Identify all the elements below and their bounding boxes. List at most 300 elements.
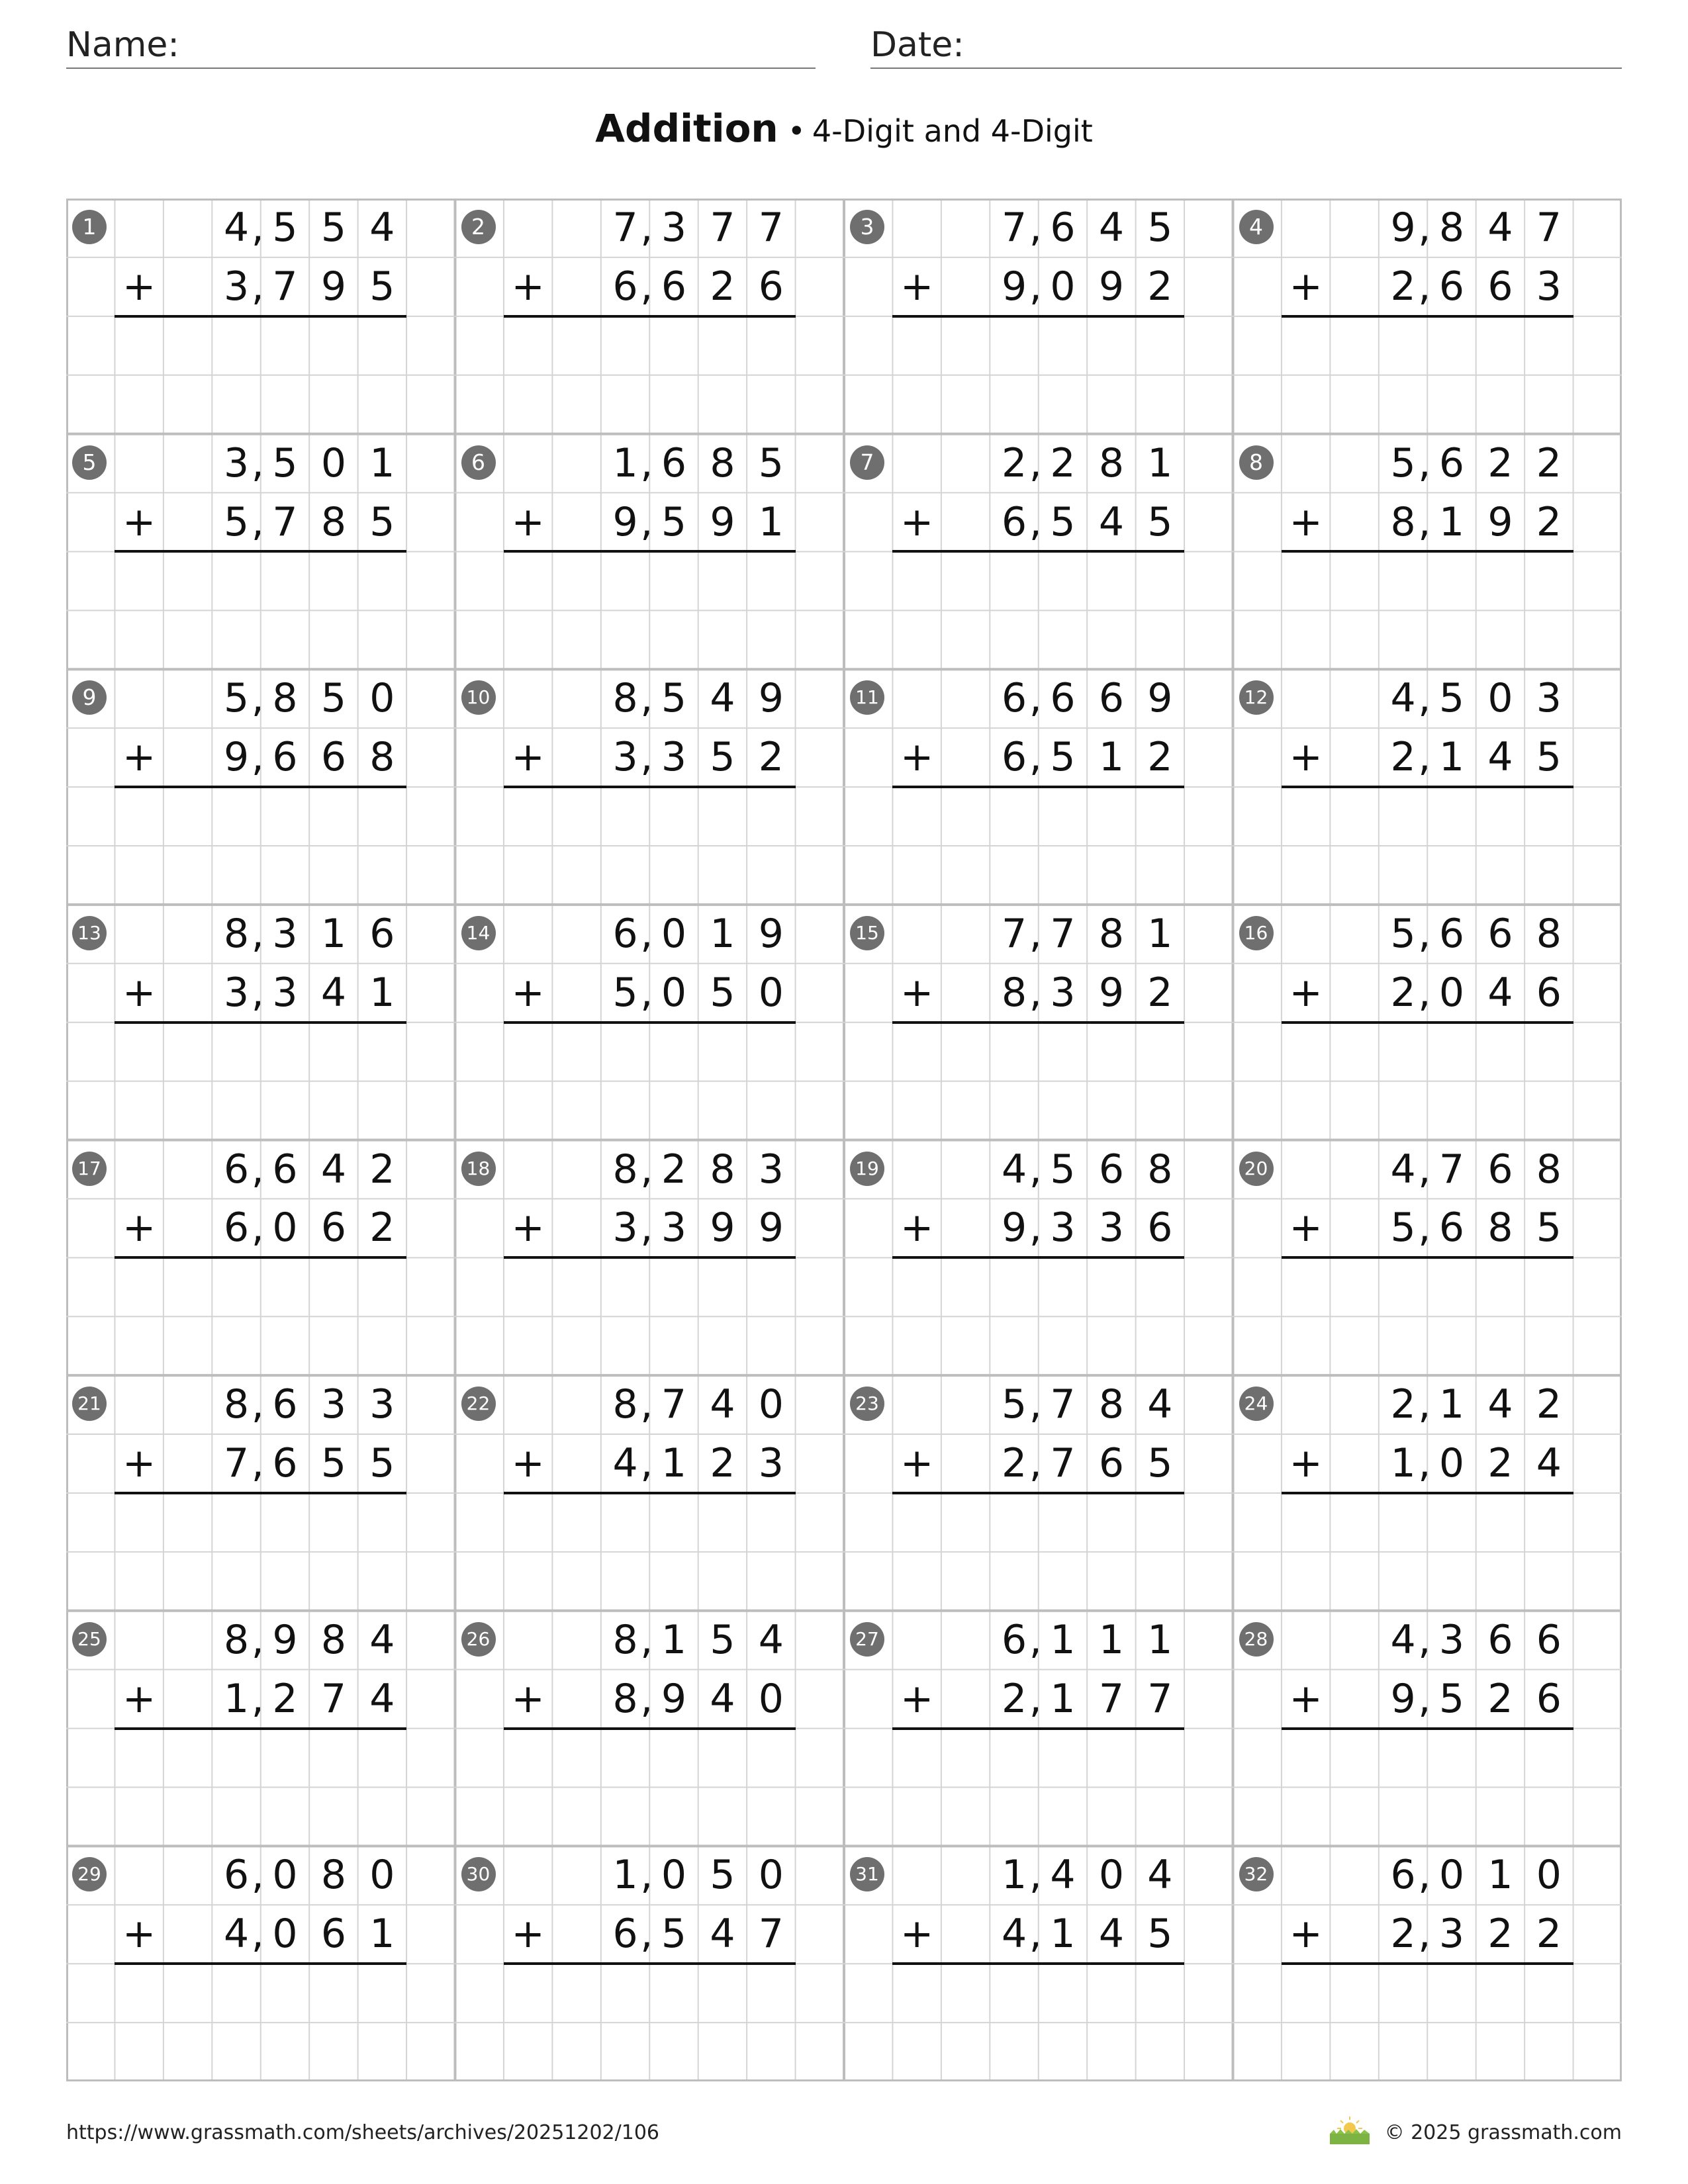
top-addend-thousands-separator: , [1418,1146,1431,1193]
top-addend-digit: 4 [1487,1381,1513,1428]
top-addend-thousands-separator: , [251,1852,264,1899]
problem-number-badge: 1 [72,210,107,244]
top-addend-thousands-separator: , [1418,439,1431,486]
problem-number-badge: 30 [461,1857,496,1891]
problem [455,1846,845,2081]
top-addend-thousands-separator: , [1029,1852,1042,1899]
top-addend-digit: 3 [320,1381,346,1428]
bottom-addend-digit: 5 [369,1440,395,1487]
problem [66,1375,455,1611]
problem-number-badge: 15 [850,916,884,950]
bottom-addend-digit: 3 [223,969,250,1016]
top-addend-digit: 1 [612,439,638,486]
bottom-addend-digit: 7 [272,263,298,310]
top-addend-digit: 0 [661,1852,687,1899]
top-addend-digit: 8 [612,1616,638,1663]
answer-area[interactable] [504,1257,796,1375]
bottom-addend-digit: 3 [661,1205,687,1251]
answer-area[interactable] [1282,1023,1573,1140]
bottom-addend-digit: 0 [1050,263,1076,310]
bottom-addend-thousands-separator: , [251,1675,264,1722]
top-addend-digit: 2 [1001,439,1027,486]
problem [66,199,455,434]
bottom-addend-digit: 6 [1001,498,1027,545]
problem-number-badge: 12 [1239,680,1274,715]
problem [1233,434,1622,670]
bottom-addend-thousands-separator: , [251,734,264,781]
bottom-addend-digit: 2 [758,734,784,781]
top-addend-thousands-separator: , [640,910,653,957]
answer-area[interactable] [892,1964,1184,2081]
bottom-addend-digit: 5 [1438,1675,1465,1722]
problem [1233,1846,1622,2081]
name-line[interactable] [66,68,816,69]
bottom-addend-digit: 8 [320,498,346,545]
grass-sun-logo-icon [1327,2113,1372,2146]
top-addend-digit: 6 [272,1381,298,1428]
answer-area[interactable] [1282,1257,1573,1375]
problem-number-badge: 16 [1239,916,1274,950]
problem [1233,905,1622,1140]
problem-grid [66,199,1622,2081]
answer-area[interactable] [1282,316,1573,434]
bottom-addend-digit: 1 [369,1911,395,1958]
bottom-addend-thousands-separator: , [1029,1205,1042,1251]
bottom-addend-digit: 6 [758,263,784,310]
bottom-addend-thousands-separator: , [1418,498,1431,545]
problem [844,434,1233,670]
problem-number-badge: 24 [1239,1387,1274,1421]
problem [844,1846,1233,2081]
bottom-addend-thousands-separator: , [1418,1675,1431,1722]
plus-sign: + [1289,969,1323,1016]
bottom-addend-digit: 5 [1536,734,1562,781]
answer-area[interactable] [1282,551,1573,669]
top-addend-digit: 2 [1050,439,1076,486]
top-addend-thousands-separator: , [251,675,264,722]
bottom-addend-digit: 0 [758,969,784,1016]
problem [66,1846,455,2081]
top-addend-digit: 5 [1438,675,1465,722]
top-addend-digit: 6 [1438,439,1465,486]
top-addend-digit: 6 [1487,1146,1513,1193]
bottom-addend-thousands-separator: , [640,1205,653,1251]
bottom-addend-digit: 4 [369,1675,395,1722]
bottom-addend-digit: 6 [612,263,638,310]
top-addend-thousands-separator: , [1029,1381,1042,1428]
problem [844,905,1233,1140]
top-addend-thousands-separator: , [640,205,653,251]
answer-area[interactable] [115,1257,406,1375]
bottom-addend-digit: 5 [661,1911,687,1958]
top-addend-thousands-separator: , [1418,205,1431,251]
top-addend-digit: 8 [612,675,638,722]
top-addend-digit: 5 [758,439,784,486]
bottom-addend-digit: 2 [369,1205,395,1251]
top-addend-digit: 7 [661,1381,687,1428]
bottom-addend-digit: 5 [369,263,395,310]
top-addend-digit: 1 [1438,1381,1465,1428]
bottom-addend-thousands-separator: , [640,498,653,545]
top-addend-digit: 9 [272,1616,298,1663]
top-addend-digit: 4 [320,1146,346,1193]
top-addend-digit: 1 [710,910,735,957]
bottom-addend-digit: 5 [223,498,250,545]
answer-area[interactable] [504,1729,796,1846]
problem [1233,1375,1622,1611]
problem-number-badge: 2 [461,210,496,244]
top-addend-digit: 7 [758,205,784,251]
bottom-addend-digit: 7 [1050,1440,1076,1487]
answer-area[interactable] [115,787,406,905]
bottom-addend-digit: 2 [1390,734,1416,781]
answer-area[interactable] [504,787,796,905]
answer-area[interactable] [1282,1964,1573,2081]
top-addend-digit: 3 [1438,1616,1465,1663]
bottom-addend-digit: 4 [1487,969,1513,1016]
problem-number-badge: 28 [1239,1622,1274,1657]
title-subtitle: 4-Digit and 4-Digit [812,113,1093,149]
bottom-addend-digit: 1 [223,1675,250,1722]
top-addend-digit: 1 [1147,439,1173,486]
bottom-addend-thousands-separator: , [1029,734,1042,781]
top-addend-digit: 7 [612,205,638,251]
top-addend-thousands-separator: , [1029,910,1042,957]
bottom-addend-digit: 2 [1001,1675,1027,1722]
bottom-addend-digit: 9 [1390,1675,1416,1722]
plus-sign: + [1289,1911,1323,1958]
bottom-addend-digit: 5 [1050,734,1076,781]
plus-sign: + [511,969,545,1016]
answer-area[interactable] [892,1729,1184,1846]
problem-number-badge: 14 [461,916,496,950]
answer-area[interactable] [115,551,406,669]
top-addend-digit: 7 [1050,910,1076,957]
date-label: Date: [870,25,964,65]
top-addend-digit: 1 [1001,1852,1027,1899]
top-addend-digit: 6 [1438,910,1465,957]
answer-area[interactable] [115,1493,406,1611]
plus-sign: + [1289,734,1323,781]
top-addend-digit: 3 [1536,675,1562,722]
top-addend-digit: 4 [1147,1852,1173,1899]
bottom-addend-digit: 0 [1438,1440,1465,1487]
answer-area[interactable] [115,1023,406,1140]
bottom-addend-digit: 1 [1390,1440,1416,1487]
top-addend-digit: 8 [320,1852,346,1899]
bottom-addend-digit: 7 [1147,1675,1173,1722]
top-addend-digit: 1 [1050,1616,1076,1663]
bottom-addend-digit: 5 [1147,1911,1173,1958]
top-addend-digit: 4 [369,205,395,251]
bottom-addend-digit: 6 [320,1205,346,1251]
top-addend-digit: 6 [1487,1616,1513,1663]
answer-area[interactable] [892,787,1184,905]
bottom-addend-thousands-separator: , [251,1911,264,1958]
top-addend-digit: 8 [223,910,250,957]
bottom-addend-digit: 2 [710,1440,735,1487]
top-addend-digit: 5 [320,205,346,251]
bottom-addend-digit: 5 [612,969,638,1016]
top-addend-digit: 8 [320,1616,346,1663]
top-addend-thousands-separator: , [1029,675,1042,722]
bottom-addend-digit: 2 [1487,1675,1513,1722]
bottom-addend-thousands-separator: , [1029,969,1042,1016]
top-addend-digit: 8 [710,1146,735,1193]
bottom-addend-digit: 3 [1536,263,1562,310]
bottom-addend-digit: 2 [1147,263,1173,310]
answer-area[interactable] [504,1493,796,1611]
bottom-addend-thousands-separator: , [251,263,264,310]
problem [844,1611,1233,1846]
bottom-addend-digit: 0 [272,1205,298,1251]
top-addend-digit: 6 [272,1146,298,1193]
top-addend-digit: 6 [1390,1852,1416,1899]
top-addend-digit: 5 [1390,910,1416,957]
bottom-addend-thousands-separator: , [1029,498,1042,545]
answer-area[interactable] [892,1257,1184,1375]
top-addend-digit: 6 [1536,1616,1562,1663]
bottom-addend-digit: 3 [661,734,687,781]
answer-area[interactable] [504,551,796,669]
bottom-addend-digit: 5 [369,498,395,545]
bottom-addend-digit: 1 [369,969,395,1016]
top-addend-digit: 8 [1098,1381,1124,1428]
bottom-addend-digit: 2 [1390,1911,1416,1958]
problem [1233,669,1622,905]
bottom-addend-digit: 1 [1050,1675,1076,1722]
plus-sign: + [122,263,156,310]
top-addend-digit: 2 [1487,439,1513,486]
top-addend-digit: 5 [710,1852,735,1899]
top-addend-digit: 4 [1147,1381,1173,1428]
bottom-addend-digit: 2 [1536,1911,1562,1958]
bottom-addend-digit: 5 [1536,1205,1562,1251]
top-addend-digit: 1 [1147,1616,1173,1663]
top-addend-digit: 7 [1001,910,1027,957]
bottom-addend-digit: 3 [272,969,298,1016]
bottom-addend-digit: 6 [1098,1440,1124,1487]
problem-number-badge: 19 [850,1152,884,1186]
bottom-addend-thousands-separator: , [1418,1205,1431,1251]
bottom-addend-digit: 3 [1438,1911,1465,1958]
bottom-addend-digit: 1 [661,1440,687,1487]
top-addend-thousands-separator: , [1029,1616,1042,1663]
bottom-addend-digit: 1 [758,498,784,545]
bottom-addend-digit: 7 [272,498,298,545]
answer-area[interactable] [504,316,796,434]
bottom-addend-digit: 9 [1098,969,1124,1016]
answer-area[interactable] [1282,787,1573,905]
bottom-addend-digit: 2 [1390,263,1416,310]
footer-copyright: © 2025 grassmath.com [1384,2121,1622,2144]
problem [66,434,455,670]
top-addend-digit: 0 [758,1852,784,1899]
top-addend-digit: 2 [661,1146,687,1193]
footer-url[interactable]: https://www.grassmath.com/sheets/archives/20251202/106 [66,2121,660,2144]
answer-area[interactable] [892,1493,1184,1611]
top-addend-digit: 8 [1438,205,1465,251]
bottom-addend-thousands-separator: , [1029,1675,1042,1722]
plus-sign: + [900,1440,934,1487]
top-addend-digit: 8 [612,1146,638,1193]
top-addend-thousands-separator: , [1418,910,1431,957]
bottom-addend-digit: 0 [1438,969,1465,1016]
plus-sign: + [122,498,156,545]
plus-sign: + [511,263,545,310]
top-addend-digit: 7 [1001,205,1027,251]
problem-number-badge: 31 [850,1857,884,1891]
top-addend-digit: 4 [1001,1146,1027,1193]
plus-sign: + [511,1675,545,1722]
problem-number-badge: 32 [1239,1857,1274,1891]
top-addend-digit: 5 [1390,439,1416,486]
top-addend-thousands-separator: , [251,205,264,251]
top-addend-digit: 4 [1050,1852,1076,1899]
problem [1233,1140,1622,1376]
problem-number-badge: 26 [461,1622,496,1657]
bottom-addend-digit: 5 [1050,498,1076,545]
problem-number-badge: 18 [461,1152,496,1186]
bottom-addend-digit: 4 [612,1440,638,1487]
bottom-addend-digit: 9 [710,498,735,545]
top-addend-digit: 3 [223,439,250,486]
top-addend-digit: 8 [272,675,298,722]
top-addend-digit: 3 [369,1381,395,1428]
answer-area[interactable] [115,316,406,434]
top-addend-digit: 8 [1147,1146,1173,1193]
bottom-addend-thousands-separator: , [1029,1911,1042,1958]
bottom-addend-thousands-separator: , [251,1205,264,1251]
bottom-addend-digit: 6 [1438,263,1465,310]
top-addend-digit: 4 [1390,675,1416,722]
problem-number-badge: 22 [461,1387,496,1421]
top-addend-digit: 0 [369,675,395,722]
top-addend-digit: 0 [320,439,346,486]
bottom-addend-digit: 3 [612,734,638,781]
bottom-addend-digit: 2 [1390,969,1416,1016]
top-addend-digit: 6 [1001,1616,1027,1663]
problem-number-badge: 3 [850,210,884,244]
bottom-addend-thousands-separator: , [1418,1440,1431,1487]
top-addend-digit: 9 [758,675,784,722]
bottom-addend-digit: 4 [1001,1911,1027,1958]
top-addend-digit: 3 [661,205,687,251]
top-addend-digit: 5 [1050,1146,1076,1193]
bottom-addend-digit: 4 [223,1911,250,1958]
answer-area[interactable] [115,1729,406,1846]
top-addend-digit: 4 [223,205,250,251]
bottom-addend-digit: 3 [612,1205,638,1251]
top-addend-digit: 8 [1536,910,1562,957]
answer-area[interactable] [892,316,1184,434]
top-addend-digit: 9 [1390,205,1416,251]
answer-area[interactable] [115,1964,406,2081]
top-addend-thousands-separator: , [251,910,264,957]
bottom-addend-digit: 9 [1098,263,1124,310]
top-addend-thousands-separator: , [251,1381,264,1428]
bottom-addend-digit: 7 [1098,1675,1124,1722]
bottom-addend-digit: 9 [223,734,250,781]
top-addend-digit: 9 [758,910,784,957]
top-addend-digit: 1 [1487,1852,1513,1899]
bottom-addend-digit: 6 [1536,1675,1562,1722]
date-line[interactable] [870,68,1622,69]
top-addend-digit: 5 [1147,205,1173,251]
top-addend-digit: 7 [1438,1146,1465,1193]
top-addend-digit: 2 [369,1146,395,1193]
top-addend-digit: 6 [223,1852,250,1899]
answer-area[interactable] [504,1023,796,1140]
answer-area[interactable] [1282,1729,1573,1846]
answer-area[interactable] [1282,1493,1573,1611]
bottom-addend-digit: 6 [1147,1205,1173,1251]
top-addend-digit: 6 [1050,205,1076,251]
bottom-addend-digit: 9 [758,1205,784,1251]
bottom-addend-digit: 1 [1050,1911,1076,1958]
bottom-addend-thousands-separator: , [1029,1440,1042,1487]
plus-sign: + [900,1675,934,1722]
bottom-addend-digit: 8 [1001,969,1027,1016]
top-addend-digit: 4 [1390,1146,1416,1193]
problem-number-badge: 5 [72,445,107,480]
top-addend-digit: 8 [710,439,735,486]
top-addend-digit: 5 [223,675,250,722]
bottom-addend-digit: 2 [1487,1911,1513,1958]
bottom-addend-thousands-separator: , [251,969,264,1016]
plus-sign: + [1289,1205,1323,1251]
top-addend-digit: 6 [1050,675,1076,722]
top-addend-digit: 1 [1147,910,1173,957]
problem [66,905,455,1140]
top-addend-thousands-separator: , [1418,1381,1431,1428]
problem [455,1375,845,1611]
top-addend-digit: 5 [710,1616,735,1663]
top-addend-digit: 0 [272,1852,298,1899]
top-addend-digit: 7 [1050,1381,1076,1428]
answer-area[interactable] [892,1023,1184,1140]
problem [66,669,455,905]
top-addend-digit: 0 [1438,1852,1465,1899]
answer-area[interactable] [892,551,1184,669]
top-addend-thousands-separator: , [640,1146,653,1193]
plus-sign: + [122,1205,156,1251]
plus-sign: + [511,498,545,545]
problem [844,1140,1233,1376]
plus-sign: + [122,1440,156,1487]
bottom-addend-digit: 1 [1098,734,1124,781]
bottom-addend-digit: 4 [320,969,346,1016]
top-addend-thousands-separator: , [251,439,264,486]
top-addend-digit: 1 [612,1852,638,1899]
bottom-addend-digit: 4 [710,1675,735,1722]
bottom-addend-digit: 6 [223,1205,250,1251]
problem [66,1140,455,1376]
problem-number-badge: 17 [72,1152,107,1186]
plus-sign: + [900,498,934,545]
top-addend-digit: 8 [1536,1146,1562,1193]
bottom-addend-digit: 0 [272,1911,298,1958]
top-addend-digit: 4 [758,1616,784,1663]
bottom-addend-digit: 4 [710,1911,735,1958]
bottom-addend-digit: 7 [758,1911,784,1958]
bottom-addend-digit: 2 [710,263,735,310]
top-addend-digit: 0 [369,1852,395,1899]
answer-area[interactable] [504,1964,796,2081]
bottom-addend-digit: 5 [1147,1440,1173,1487]
problem-number-badge: 10 [461,680,496,715]
top-addend-digit: 0 [1487,675,1513,722]
